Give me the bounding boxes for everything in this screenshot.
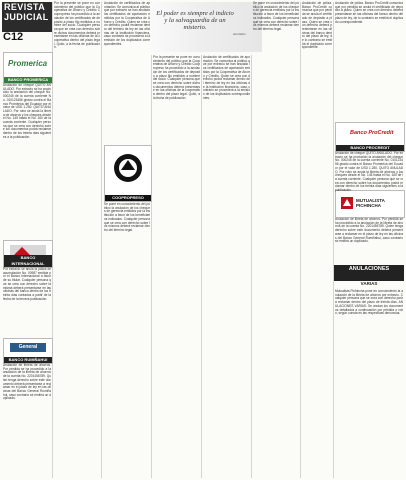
column-3-bottom: Se pone en conocimiento del público la anulación de los cheques de gerencia emitidos por la institución a favor de los beneficiarios indicados. Cualquier persona que se crea con derecho sobre los mismos deberá reclamar dentro del término legal. [104, 202, 150, 232]
column-6: Se pone en conocimiento del público la anulación de los cheques de gerencia emitidos por la institución a favor de los beneficiarios indicados. Cualquier persona que se crea con derecho sobre los mismos deberá reclamar dentro del término legal. [253, 1, 299, 31]
coopropreso-ad [104, 145, 152, 202]
column-1-mid: Por extravío se anula la póliza de acumulación No. 00987 emitida por el Banco Internacional a favor de su titular. Cualquier persona que se crea con derecho sobre la misma deberá presentarse en las oficinas del banco dentro de los treinta días contados a partir de la fecha de la tercera publicación. [3, 267, 51, 301]
column-3-top: Anulación de certificados de aportación. Se comunica al público que por extravío se han anulado los certificados de aportación emitidos por la Cooperativa de Ahorro y Crédito. Quien se crea con derecho podrá reclamar dentro del término de ley en las oficinas de la institución financiera, caso contrario se procederá a la emisión de los duplicados correspondientes. [104, 1, 150, 46]
column-2: Por la presente se pone en conocimiento del público que la Cooperativa de Ahorro y Crédito Coopropreso ha procedido a la anulación de los certificados de depósito a plazo fijo emitidos a nombre del socio. Cualquier persona que se crea con derecho sobre dichos documentos deberá presentarse en las oficinas de la cooperativa dentro del plazo legal. Quito, a la fecha de publicación. [54, 1, 100, 50]
column-8-mid: Anulación de cheque QUITO ANULADO. Por extravío se ha producido la anulación del cheque No. 000245 de la cuenta corriente No. 010123456 girado contra el Banco Promerica del Ecuador por el valor de USD 1.250. QUITO ANULADO. Por robo se anula la libreta de ahorros y los cheques desde el No. 145 hasta el No. 160 de la cuenta corriente. Cualquier persona que se crea con derecho sobre los documentos podrá reclamar dentro de los treinta días siguientes a la publicación. [335, 151, 403, 193]
masthead-title-line1: REVISTA [4, 2, 46, 12]
tagline-author: Anónimo [232, 32, 246, 36]
promerica-label: BANCO PROMERICA [4, 77, 52, 83]
column-7: Anulación de póliza. Banco ProCredit comunica que por pérdida se anula el certificado de depósito a plazo. Quien se crea con derecho deberá presentarse en las oficinas del banco dentro del plazo de ley, de lo contrario se emitirá el duplicado correspondiente. [302, 1, 332, 50]
promerica-logo: Promerica [8, 59, 48, 68]
mutualista-logo: MUTUALISTA PICHINCHA [356, 198, 385, 208]
procredit-ad [335, 122, 405, 152]
column-8-bottom: Mutualista Pichincha pone en conocimiento la anulación de la libreta de ahorros por extravío. Cualquier persona que se crea con derecho podrá reclamar dentro del plazo de treinta días. ANULACIONES VARIAS: Se anulan los documentos detallados a continuación por pérdida o robo, según consta en las respectivas denuncias. [335, 289, 403, 316]
column-4: Por la presente se pone en conocimiento del público que la Cooperativa de Ahorro y Crédito Coopropreso ha procedido a la anulación de los certificados de depósito a plazo fijo emitidos a nombre del socio. Cualquier persona que se crea con derecho sobre dichos documentos deberá presentarse en las oficinas de la cooperativa dentro del plazo legal. Quito, a la fecha de publicación. [153, 55, 200, 100]
anulaciones-subtitle: VARIAS [360, 281, 378, 286]
column-1-bottom: Anulación de libreta de ahorros. Por pérdida se ha procedido a la anulación de la libreta de ahorros de la cuenta No. 2201456789. Quien tenga derecho sobre este documento deberá presentarse a reclamar en el plazo de ley en las oficinas del Banco General Rumiñahui, caso contrario se emitirá un duplicado. [3, 363, 51, 401]
internacional-ad [3, 240, 53, 268]
column-1-top: Anulación de cheque QUITO ANULADO. Por extravío se ha producido la anulación del cheque No. 000245 de la cuenta corriente No. 010123456 girado contra el Banco Promerica del Ecuador por el valor de USD 1.250. QUITO ANULADO. Por robo se anula la libreta de ahorros y los cheques desde el No. 145 hasta el No. 160 de la cuenta corriente. Cualquier persona que se crea con derecho sobre los documentos podrá reclamar dentro de los treinta días siguientes a la publicación. [3, 83, 51, 139]
mutualista-ad [335, 190, 405, 218]
masthead-title-line2: JUDICIAL [4, 12, 49, 22]
rumiñahui-ad [3, 338, 53, 364]
coopropreso-label: COOPROPRESO [105, 195, 151, 201]
mutualista-emblem-icon [340, 196, 354, 210]
tagline-quote: El poder es siempre el indicio y la salvaguardia de un misterio. [156, 10, 234, 31]
procredit-logo: Banco ProCredit [350, 130, 394, 136]
promerica-ad [3, 52, 53, 84]
page-number: C12 [3, 31, 24, 43]
internacional-label: BANCO INTERNACIONAL [4, 255, 52, 267]
rumiñahui-logo: General [10, 343, 46, 352]
column-8-top: Anulación de póliza. Banco ProCredit comunica que por pérdida se anula el certificado de depósito a plazo. Quien se crea con derecho deberá presentarse en las oficinas del banco dentro del plazo de ley, de lo contrario se emitirá el duplicado correspondiente. [335, 1, 403, 24]
anulaciones-header [334, 265, 404, 281]
rumiñahui-label: BANCO RUMIÑAHUI [4, 357, 52, 363]
anulaciones-title: ANULACIONES [348, 266, 390, 272]
coopropreso-emblem-icon [105, 150, 151, 190]
column-5: Anulación de certificados de aportación. Se comunica al público que por extravío se han anulado los certificados de aportación emitidos por la Cooperativa de Ahorro y Crédito. Quien se crea con derecho podrá reclamar dentro del término de ley en las oficinas de la institución financiera, caso contrario se procederá a la emisión de los duplicados correspondientes. [203, 55, 250, 100]
column-8-lower: Anulación de libreta de ahorros. Por pérdida se ha procedido a la anulación de la libreta de ahorros de la cuenta No. 2201456789. Quien tenga derecho sobre este documento deberá presentarse a reclamar en el plazo de ley en las oficinas del Banco General Rumiñahui, caso contrario se emitirá un duplicado. [335, 217, 403, 244]
procredit-label: BANCO PROCREDIT [336, 145, 404, 151]
